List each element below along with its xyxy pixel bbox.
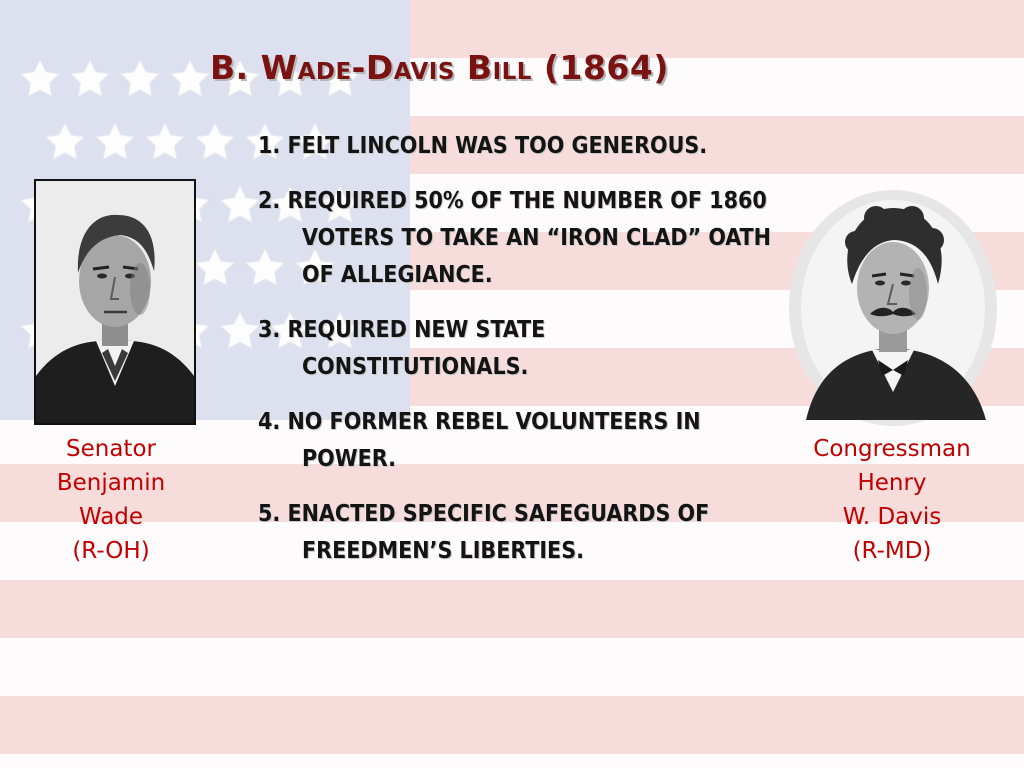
provision-item: 1. FELT LINCOLN WAS TOO GENEROUS. bbox=[258, 133, 708, 159]
caption-line: Henry bbox=[857, 470, 927, 496]
portrait-davis-image bbox=[786, 180, 1000, 428]
bill-provisions-list bbox=[258, 128, 778, 588]
portrait-wade-image bbox=[36, 181, 194, 423]
provision-item: 5. ENACTED SPECIFIC SAFEGUARDS OF FREEDMEN’S LIBERTIES. bbox=[258, 501, 710, 564]
portrait-benjamin-wade bbox=[34, 179, 196, 425]
portrait-henry-w-davis bbox=[786, 180, 1000, 428]
caption-line: Benjamin bbox=[56, 470, 166, 496]
caption-benjamin-wade bbox=[30, 432, 192, 568]
caption-line: Senator bbox=[66, 436, 156, 462]
provision-item: 3. REQUIRED NEW STATE CONSTITUTIONALS. bbox=[258, 317, 546, 380]
caption-line: W. Davis bbox=[842, 504, 942, 530]
caption-line: (R-MD) bbox=[852, 538, 932, 564]
provision-item: 4. NO FORMER REBEL VOLUNTEERS IN POWER. bbox=[258, 409, 701, 472]
caption-line: Congressman bbox=[813, 436, 971, 462]
caption-line: Wade bbox=[78, 504, 144, 530]
slide-title: B. Wade-Davis Bill (1864) bbox=[210, 48, 669, 87]
caption-line: (R-OH) bbox=[72, 538, 150, 564]
caption-henry-w-davis bbox=[792, 432, 992, 568]
provision-item: 2. REQUIRED 50% OF THE NUMBER OF 1860 VOTERS TO TAKE AN “IRON CLAD” OATH OF ALLEGIANCE. bbox=[258, 188, 771, 288]
